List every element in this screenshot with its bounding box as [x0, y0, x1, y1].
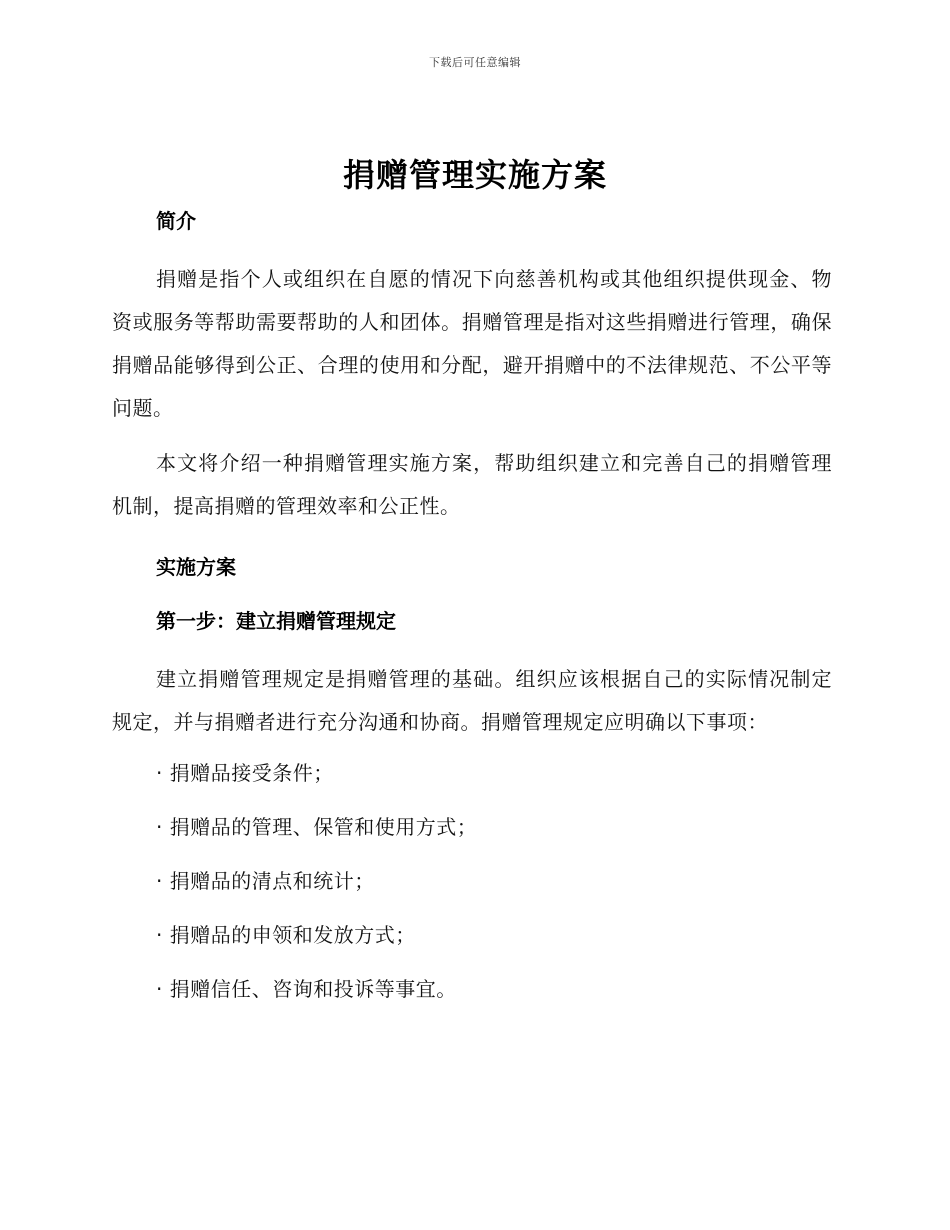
list-item: · 捐赠品的申领和发放方式； [156, 923, 416, 947]
section-heading-step1: 第一步：建立捐赠管理规定 [156, 609, 396, 633]
document-title: 捐赠管理实施方案 [342, 156, 607, 194]
list-item: · 捐赠品的清点和统计； [156, 869, 375, 893]
section-heading-intro: 简介 [156, 209, 196, 233]
list-item: · 捐赠信任、咨询和投诉等事宜。 [156, 977, 457, 1001]
section-heading-plan: 实施方案 [156, 555, 236, 579]
list-item: · 捐赠品的管理、保管和使用方式； [156, 815, 478, 839]
paragraph-intro-1: 捐赠是指个人或组织在自愿的情况下向慈善机构或其他组织提供现金、物资或服务等帮助需要帮助的人和团体。捐赠管理是指对这些捐赠进行管理，确保捐赠品能够得到公正、合理的使用和分配，避开捐赠中的不法律规范、不公平等问题。 [112, 267, 832, 420]
header-note: 下载后可任意编辑 [429, 56, 521, 69]
paragraph-step1: 建立捐赠管理规定是捐赠管理的基础。组织应该根据自己的实际情况制定规定，并与捐赠者进行充分沟通和协商。捐赠管理规定应明确以下事项： [112, 667, 832, 734]
list-item: · 捐赠品接受条件； [156, 761, 334, 785]
paragraph-intro-2: 本文将介绍一种捐赠管理实施方案，帮助组织建立和完善自己的捐赠管理机制，提高捐赠的管理效率和公正性。 [112, 451, 832, 518]
document-body [112, 204, 832, 1006]
